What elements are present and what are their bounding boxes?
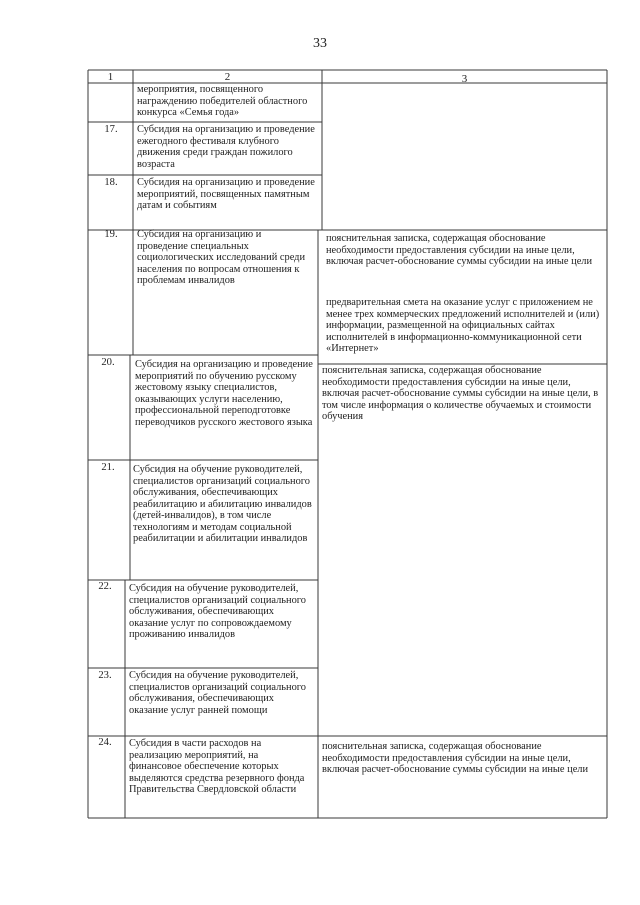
- row-22-name: Субсидия на обучение руководителей, специалистов организаций социального обслуживания, обеспечивающих оказание услуг по сопровождаемому проживанию инвалидов: [129, 583, 306, 640]
- row-24-name: Субсидия в части расходов на реализацию мероприятий, на финансовое обеспечение которых выделяются средства резервного фонда Правительства Свердловской области: [129, 738, 305, 795]
- row-17-number: 17.: [104, 124, 118, 135]
- row-19-doc-explanatory-note: пояснительная записка, содержащая обоснование необходимости предоставления субсидии на иные цели, включая расчет-обоснование суммы субсидии на иные цели: [326, 233, 593, 267]
- row-24-number: 24.: [98, 737, 112, 748]
- header-col-1: 1: [107, 71, 114, 83]
- row-continuation-name: мероприятия, посвященного награждению победителей областного конкурса «Семья года»: [137, 84, 308, 118]
- row-23-name: Субсидия на обучение руководителей, специалистов организаций социального обслуживания, обеспечивающих оказание услуг ранней помощи: [129, 670, 306, 716]
- row-24-doc-explanatory-note: пояснительная записка, содержащая обоснование необходимости предоставления субсидии на иные цели, включая расчет-обоснование суммы субсидии на иные цели: [322, 741, 589, 775]
- row-17-name: Субсидия на организацию и проведение ежегодного фестиваля клубного движения среди граждан пожилого возраста: [137, 124, 315, 170]
- page-number: 33: [313, 36, 327, 51]
- row-19-doc-preliminary-estimate: предварительная смета на оказание услуг с приложением не менее трех коммерческих предложений исполнителей и (или) информации, размещенной на официальных сайтах исполнителей в информационно-коммуникационной сети «Интернет»: [326, 297, 600, 354]
- row-19-number: 19.: [104, 229, 118, 240]
- row-21-number: 21.: [101, 462, 115, 473]
- row-22-number: 22.: [98, 581, 112, 592]
- rows-20-23-doc-explanatory-note: пояснительная записка, содержащая обоснование необходимости предоставления субсидии на иные цели, включая расчет-обоснование суммы субсидии на иные цели, в том числе информация о количестве обучаемых и стоимости обучения: [322, 365, 599, 422]
- row-23-number: 23.: [98, 670, 112, 681]
- header-col-3: 3: [461, 73, 468, 85]
- row-18-number: 18.: [104, 177, 118, 188]
- row-21-name: Субсидия на обучение руководителей, специалистов организаций социального обслуживания, обеспечивающих реабилитацию и абилитацию инвалидов (детей-инвалидов), в том числе технологиям и методам социальной реабилитации и абилитации инвалидов: [133, 464, 312, 544]
- header-col-2: 2: [224, 71, 231, 83]
- row-18-name: Субсидия на организацию и проведение мероприятий, посвященных памятным датам и событиям: [137, 177, 315, 211]
- row-20-name: Субсидия на организацию и проведение мероприятий по обучению русскому жестовому языку специалистов, оказывающих услуги населению, профессиональной переподготовке переводчиков русского жестового языка: [135, 359, 313, 428]
- row-19-name: Субсидия на организацию и проведение специальных социологических исследований среди населения по вопросам отношения к проблемам инвалидов: [137, 229, 306, 286]
- row-20-number: 20.: [101, 357, 115, 368]
